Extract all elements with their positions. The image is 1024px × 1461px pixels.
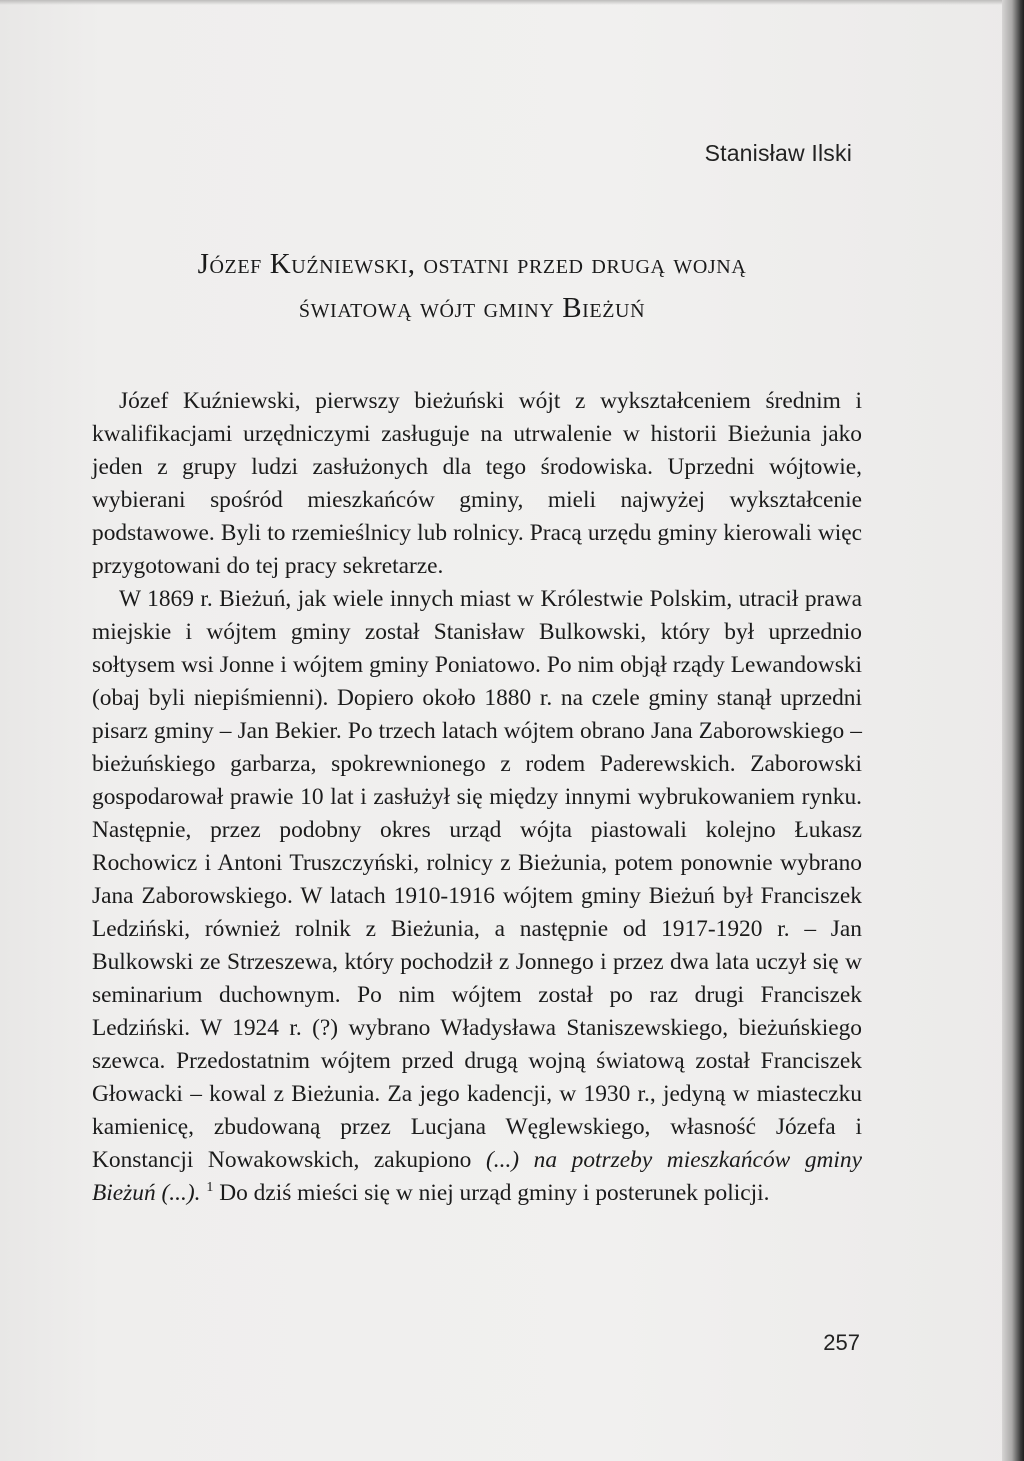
paragraph-2-ending: Do dziś mieści się w niej urząd gminy i posterunek policji. [219, 1180, 770, 1206]
paragraph-1: Józef Kuźniewski, pierwszy bieżuński wójt z wykształceniem średnim i kwalifikacjami urzędniczymi zasługuje na utrwalenie w historii Bieżunia jako jeden z grupy ludzi zasłużonych dla tego środowiska. Uprzedni wójtowie, wybierani spośród mieszkańców gminy, mieli najwyżej wykształcenie podstawowe. Byli to rzemieślnicy lub rolnicy. Pracą urzędu gminy kierowali więc przygotowani do tej pracy sekretarze. [92, 388, 862, 579]
chapter-title-line-2: światową wójt gminy Bieżuń [298, 292, 646, 324]
body-text [92, 385, 862, 1210]
page-number: 257 [823, 1330, 860, 1355]
author-name: Stanisław Ilski [704, 140, 852, 166]
quoted-phrase: (...) na potrzeby mieszkańców gminy Bieżuń (...). [92, 1147, 862, 1206]
footnote-reference[interactable]: 1 [206, 1180, 214, 1196]
chapter-title [92, 242, 852, 330]
paragraph-2-text: W 1869 r. Bieżuń, jak wiele innych miast w Królestwie Polskim, utracił prawa miejskie i wójtem gminy został Stanisław Bulkowski, który był uprzednio sołtysem wsi Jonne i wójtem gminy Poniatowo. Po nim objął rządy Lewandowski (obaj byli niepiśmienni). Dopiero około 1880 r. na czele gminy stanął uprzedni pisarz gminy – Jan Bekier. Po trzech latach wójtem obrano Jana Zaborowskiego – bieżuńskiego garbarza, spokrewnionego z rodem Paderewskich. Zaborowski gospodarował prawie 10 lat i zasłużył się między innymi wybrukowaniem rynku. Następnie, przez podobny okres urząd wójta piastowali kolejno Łukasz Rochowicz i Antoni Truszczyński, rolnicy z Bieżunia, potem ponownie wybrano Jana Zaborowskiego. W latach 1910-1916 wójtem gminy Bieżuń był Franciszek Ledziński, również rolnik z Bieżunia, a następnie od 1917-1920 r. – Jan Bulkowski ze Strzeszewa, który pochodził z Jonnego i przez dwa lata uczył się w seminarium duchownym. Po nim wójtem został po raz drugi Franciszek Ledziński. W 1924 r. (?) wybrano Władysława Staniszewskiego, bieżuńskiego szewca. Przedostatnim wójtem przed drugą wojną światową został Franciszek Głowacki – kowal z Bieżunia. Za jego kadencji, w 1930 r., jedyną w miasteczku kamienicę, zbudowaną przez Lucjana Węglewskiego, własność Józefa i Konstancji Nowakowskich, zakupiono [92, 586, 862, 1173]
paragraph-2 [92, 583, 862, 1210]
chapter-title-line-1: Józef Kuźniewski, ostatni przed drugą wojną [197, 248, 747, 280]
page-top-edge-shadow [0, 0, 1010, 5]
page-binding-shadow [1002, 0, 1024, 1461]
